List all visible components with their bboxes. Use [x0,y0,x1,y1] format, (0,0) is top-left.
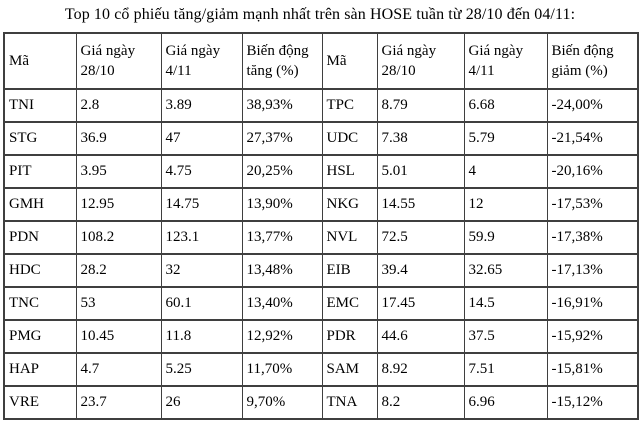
value-cell: 4.75 [161,155,242,188]
value-cell: 14.5 [464,287,547,320]
value-cell: 32.65 [464,254,547,287]
ticker-cell: SAM [322,353,377,386]
table-row [4,320,638,353]
value-cell: 12,92% [242,320,322,353]
value-cell: 26 [161,386,242,419]
value-cell: 60.1 [161,287,242,320]
value-cell: 11.8 [161,320,242,353]
value-cell: 38,93% [242,89,322,122]
value-cell: 13,40% [242,287,322,320]
ticker-cell: HAP [4,353,76,386]
value-cell: 72.5 [377,221,464,254]
value-cell: 5.25 [161,353,242,386]
ticker-cell: HDC [4,254,76,287]
value-cell: 36.9 [76,122,161,155]
table-row [4,89,638,122]
ticker-cell: PIT [4,155,76,188]
value-cell: 44.6 [377,320,464,353]
value-cell: 6.68 [464,89,547,122]
ticker-cell: PDR [322,320,377,353]
column-header: Giá ngày 4/11 [161,33,242,89]
value-cell: 5.01 [377,155,464,188]
table-row [4,287,638,320]
column-header: Giá ngày 28/10 [377,33,464,89]
header-row [4,33,638,89]
page-title: Top 10 cổ phiếu tăng/giảm mạnh nhất trên sàn HOSE tuần từ 28/10 đến 04/11: [64,6,576,23]
value-cell: 4 [464,155,547,188]
value-cell: 32 [161,254,242,287]
value-cell: 28.2 [76,254,161,287]
value-cell: 14.55 [377,188,464,221]
value-cell: 39.4 [377,254,464,287]
value-cell: 12.95 [76,188,161,221]
column-header: Biến động tăng (%) [242,33,322,89]
value-cell: 20,25% [242,155,322,188]
table-body [4,89,638,419]
value-cell: 8.2 [377,386,464,419]
value-cell: -15,92% [547,320,638,353]
value-cell: 37.5 [464,320,547,353]
value-cell: -21,54% [547,122,638,155]
column-header: Giá ngày 4/11 [464,33,547,89]
value-cell: 53 [76,287,161,320]
column-header: Mã [322,33,377,89]
table-row [4,221,638,254]
ticker-cell: NKG [322,188,377,221]
value-cell: 8.92 [377,353,464,386]
value-cell: 108.2 [76,221,161,254]
value-cell: 17.45 [377,287,464,320]
ticker-cell: NVL [322,221,377,254]
table-row [4,254,638,287]
ticker-cell: VRE [4,386,76,419]
ticker-cell: UDC [322,122,377,155]
ticker-cell: PMG [4,320,76,353]
ticker-cell: TNA [322,386,377,419]
value-cell: 3.95 [76,155,161,188]
ticker-cell: HSL [322,155,377,188]
value-cell: 59.9 [464,221,547,254]
value-cell: 12 [464,188,547,221]
value-cell: -16,91% [547,287,638,320]
value-cell: 8.79 [377,89,464,122]
value-cell: 6.96 [464,386,547,419]
ticker-cell: TPC [322,89,377,122]
value-cell: 10.45 [76,320,161,353]
ticker-cell: TNI [4,89,76,122]
ticker-cell: EIB [322,254,377,287]
value-cell: 23.7 [76,386,161,419]
ticker-cell: STG [4,122,76,155]
table-row [4,353,638,386]
value-cell: 13,90% [242,188,322,221]
value-cell: 123.1 [161,221,242,254]
ticker-cell: EMC [322,287,377,320]
stock-table [3,32,639,420]
value-cell: 27,37% [242,122,322,155]
value-cell: -15,12% [547,386,638,419]
value-cell: 14.75 [161,188,242,221]
column-header: Giá ngày 28/10 [76,33,161,89]
table-row [4,386,638,419]
value-cell: 47 [161,122,242,155]
ticker-cell: TNC [4,287,76,320]
value-cell: 5.79 [464,122,547,155]
value-cell: 13,48% [242,254,322,287]
column-header: Mã [4,33,76,89]
value-cell: 7.38 [377,122,464,155]
value-cell: 7.51 [464,353,547,386]
value-cell: -17,53% [547,188,638,221]
value-cell: -24,00% [547,89,638,122]
value-cell: 3.89 [161,89,242,122]
value-cell: 13,77% [242,221,322,254]
value-cell: -15,81% [547,353,638,386]
column-header: Biến động giảm (%) [547,33,638,89]
value-cell: 9,70% [242,386,322,419]
ticker-cell: GMH [4,188,76,221]
table-row [4,122,638,155]
table-row [4,155,638,188]
table-row [4,188,638,221]
value-cell: 11,70% [242,353,322,386]
value-cell: -20,16% [547,155,638,188]
ticker-cell: PDN [4,221,76,254]
value-cell: 4.7 [76,353,161,386]
value-cell: -17,38% [547,221,638,254]
value-cell: -17,13% [547,254,638,287]
value-cell: 2.8 [76,89,161,122]
